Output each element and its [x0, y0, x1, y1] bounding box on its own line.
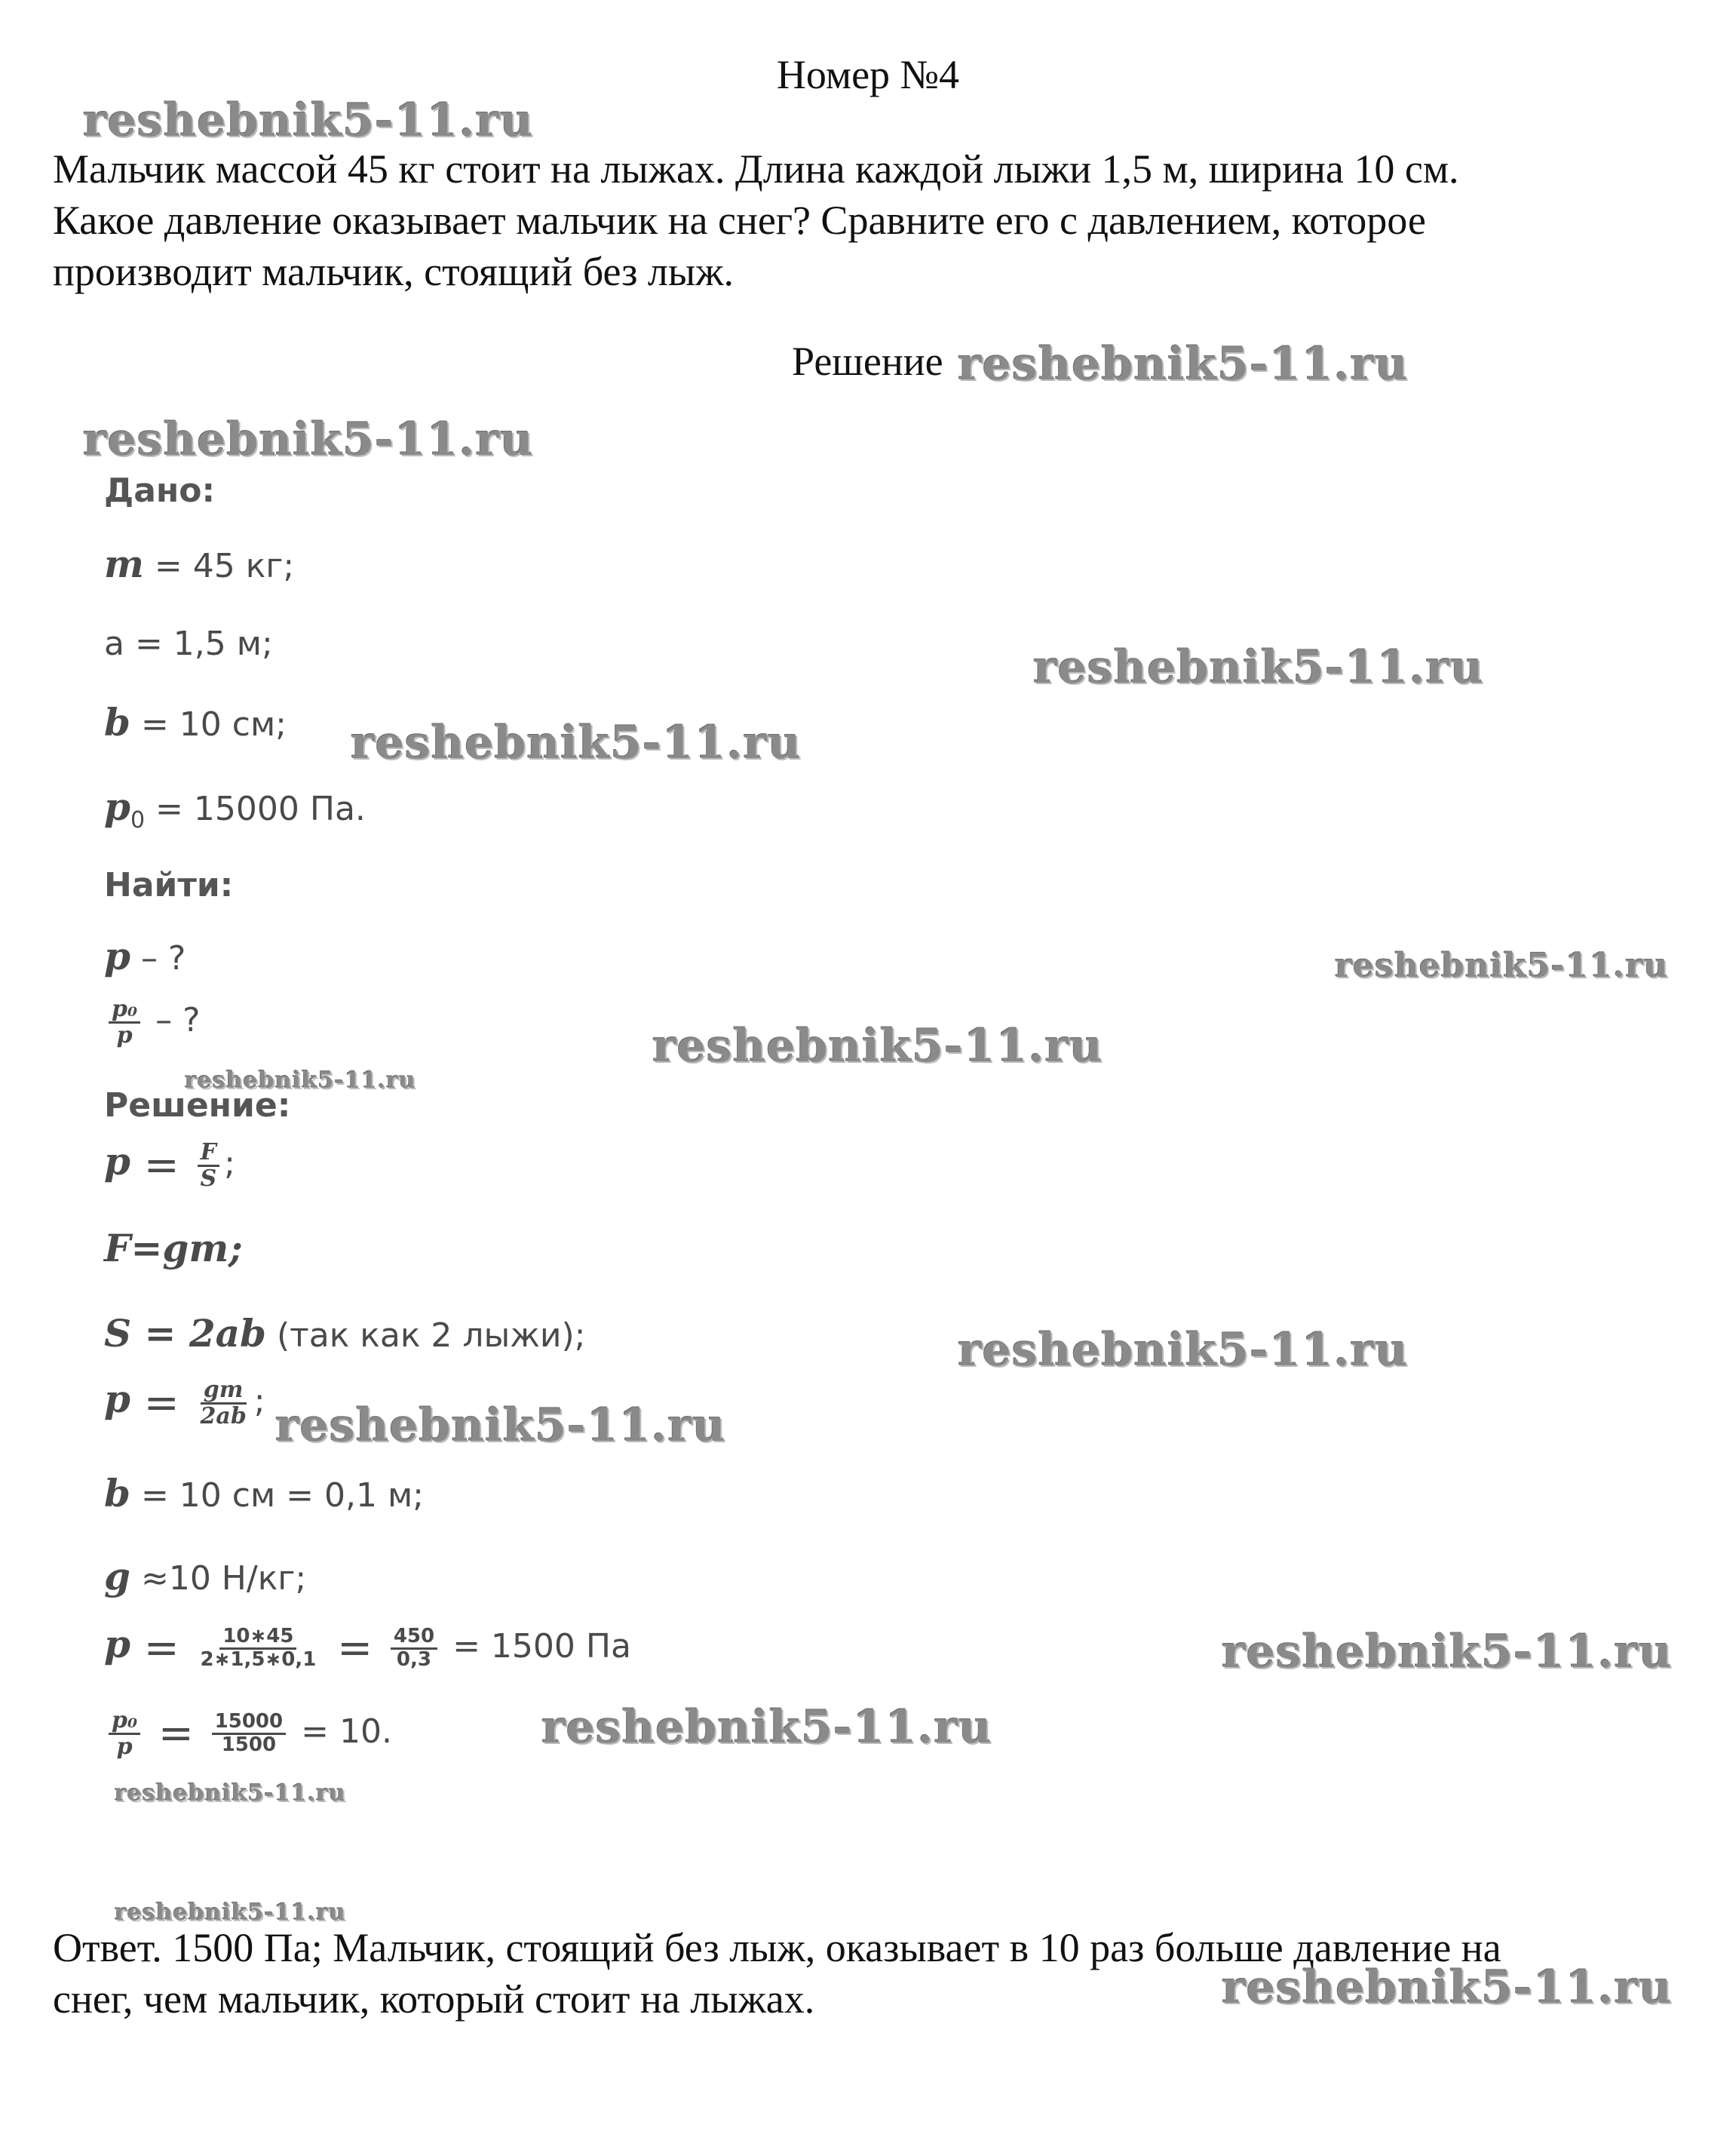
- var-p: p: [104, 1139, 130, 1184]
- watermark: reshebnik5-11.ru: [958, 1324, 1409, 1377]
- var-b: b: [104, 700, 130, 745]
- watermark: reshebnik5-11.ru: [1222, 1626, 1673, 1678]
- watermark: reshebnik5-11.ru: [115, 1899, 346, 1926]
- watermark: reshebnik5-11.ru: [83, 94, 534, 147]
- given-a: a = 1,5 м;: [104, 625, 273, 663]
- solution-line-2: F=gm;: [104, 1226, 243, 1270]
- given-b-value: = 10 см;: [130, 705, 287, 744]
- problem-text: [53, 143, 1459, 297]
- problem-line-2: Какое давление оказывает мальчик на снег? Сравните его с давлением, которое: [53, 198, 1426, 243]
- solution-line-5: b = 10 см = 0,1 м;: [104, 1471, 424, 1515]
- answer-line-2: снег, чем мальчик, который стоит на лыжах.: [53, 1976, 815, 2022]
- var-m: m: [104, 542, 144, 586]
- fraction-calc-2: $\frac{450}{0,3}$: [391, 1626, 437, 1670]
- solution-line-7: p = $\frac{10∗45}{2∗1,5∗0,1}$ = $\frac{450}{0,3}$ = 1500 Па: [104, 1622, 631, 1673]
- watermark: reshebnik5-11.ru: [541, 1701, 992, 1754]
- watermark: reshebnik5-11.ru: [185, 1067, 416, 1094]
- find-header: Найти:: [104, 866, 234, 904]
- solution-line-8: $\frac{\text{p₀}}{p}$ = $\frac{15000}{1500}$ = 10.: [104, 1709, 392, 1758]
- given-b: [104, 700, 287, 745]
- ratio-fraction: [109, 997, 140, 1047]
- fraction-calc-1: $\frac{10∗45}{2∗1,5∗0,1}$: [200, 1625, 317, 1671]
- answer-line-1: Ответ. 1500 Па; Мальчик, стоящий без лыж, оказывает в 10 раз больше давление на: [53, 1925, 1501, 1970]
- ratio-denominator: p: [116, 1021, 133, 1049]
- find-p: [104, 934, 186, 978]
- given-p0: [104, 785, 366, 834]
- solution-line-3: S = 2ab (так как 2 лыжи);: [104, 1311, 586, 1356]
- given-m-value: = 45 кг;: [143, 547, 295, 585]
- watermark: reshebnik5-11.ru: [115, 1780, 346, 1807]
- var-p0-subscript: 0: [130, 806, 146, 834]
- watermark: reshebnik5-11.ru: [1335, 947, 1669, 985]
- watermark: reshebnik5-11.ru: [351, 717, 802, 769]
- solution-line-4: p = $\frac{gm}{2ab}$ ;: [104, 1377, 265, 1429]
- fraction-gm-over-2ab: $\frac{gm}{2ab}$: [200, 1377, 247, 1429]
- watermark: reshebnik5-11.ru: [275, 1399, 726, 1452]
- find-ratio-question: – ?: [145, 1001, 201, 1039]
- watermark: reshebnik5-11.ru: [652, 1020, 1103, 1073]
- watermark: reshebnik5-11.ru: [958, 338, 1409, 391]
- watermark: reshebnik5-11.ru: [1222, 1961, 1673, 2014]
- solution-header: Решение:: [104, 1086, 291, 1125]
- fraction-f-over-s: $\frac{F}{S}$: [198, 1141, 220, 1190]
- fraction-ratio: $\frac{\text{p₀}}{p}$: [109, 1709, 140, 1758]
- watermark: reshebnik5-11.ru: [83, 413, 534, 466]
- page-title: Номер №4: [776, 52, 960, 97]
- given-m: [104, 542, 294, 586]
- solution-line-1: p = $\frac{F}{S}$ ;: [104, 1139, 235, 1192]
- problem-line-3: производит мальчик, стоящий без лыж.: [53, 249, 734, 294]
- given-header: Дано:: [104, 471, 216, 510]
- find-ratio: [104, 997, 200, 1047]
- given-p0-value: = 15000 Па.: [145, 790, 366, 828]
- solution-heading: Решение: [792, 339, 943, 384]
- var-p: p: [104, 934, 130, 978]
- solution-line-6: g ≈10 Н/кг;: [104, 1554, 307, 1598]
- fraction-15000-over-1500: $\frac{15000}{1500}$: [212, 1712, 286, 1755]
- var-p0: p: [104, 785, 130, 829]
- ratio-numerator: p₀: [109, 997, 140, 1024]
- problem-line-1: Мальчик массой 45 кг стоит на лыжах. Длина каждой лыжи 1,5 м, ширина 10 см.: [53, 146, 1459, 192]
- watermark: reshebnik5-11.ru: [1033, 641, 1484, 694]
- find-p-question: – ?: [130, 939, 186, 978]
